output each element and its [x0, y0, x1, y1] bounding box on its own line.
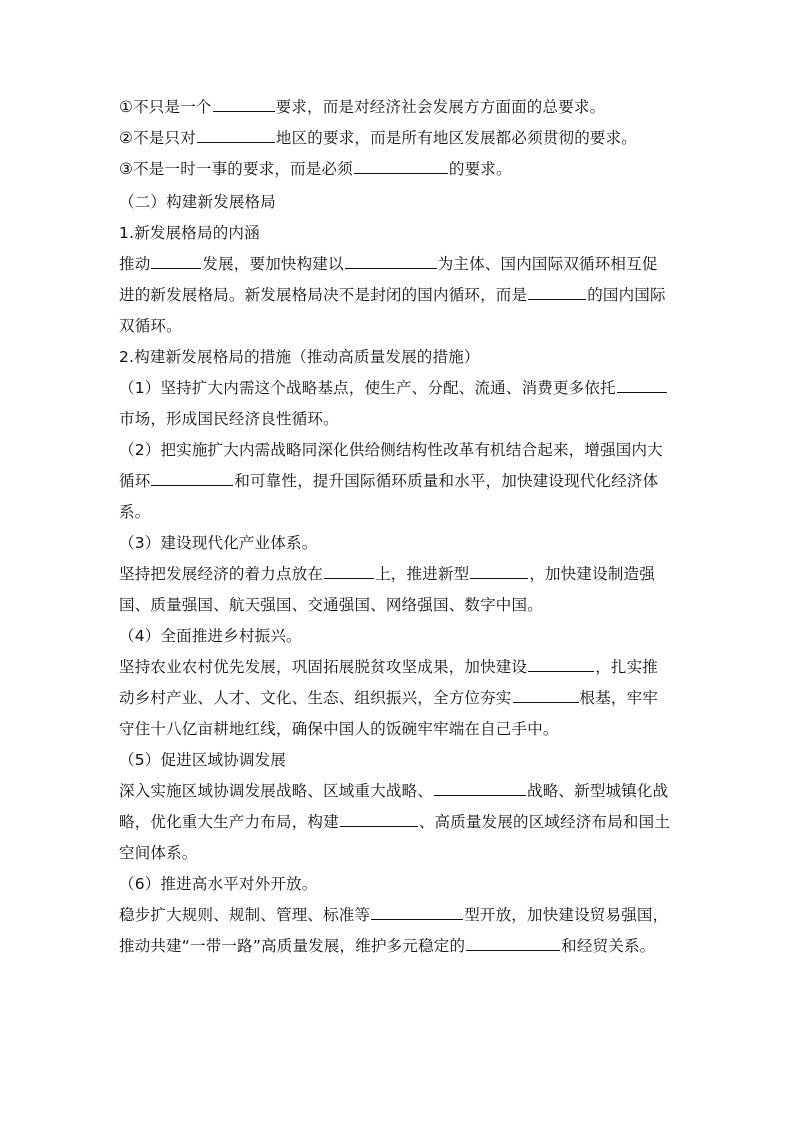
fill-blank[interactable] [528, 653, 594, 672]
text: （6）推进高水平对外开放。 [119, 875, 318, 893]
measure-4-line-2 [119, 683, 679, 714]
text: ①不只是一个 [119, 98, 212, 116]
fill-blank[interactable] [513, 684, 579, 703]
text: 上，推进新型 [375, 565, 470, 583]
text: 、高质量发展的区域经济布局和国土 [418, 813, 671, 831]
text: 和经贸关系。 [561, 937, 656, 955]
text: 型开放，加快建设贸易强国， [464, 906, 669, 924]
paragraph-1-line-2 [119, 280, 679, 311]
text: 的要求。 [448, 160, 512, 178]
text: 市场，形成国民经济良性循环。 [119, 410, 339, 428]
fill-blank[interactable] [466, 932, 560, 951]
text: 推动 [119, 255, 151, 273]
fill-blank[interactable] [197, 124, 275, 143]
document-page [119, 92, 679, 962]
text: 深入实施区域协调发展战略、区域重大战略、 [119, 782, 434, 800]
requirement-line-1 [119, 92, 679, 123]
fill-blank[interactable] [324, 560, 374, 579]
measure-6-line-1 [119, 900, 679, 931]
section-title: （二）构建新发展格局 [119, 193, 277, 211]
text: 的国内国际 [587, 286, 666, 304]
text: 进的新发展格局。新发展格局决不是封闭的国内循环，而是 [119, 286, 528, 304]
fill-blank[interactable] [151, 250, 201, 269]
text: 发展，要加快构建以 [202, 255, 344, 273]
text: ③不是一时一事的要求，而是必须 [119, 160, 353, 178]
text: 战略、新型城镇化战 [527, 782, 669, 800]
text: （2）把实施扩大内需战略同深化供给侧结构性改革有机结合起来，增强国内大 [119, 441, 663, 459]
fill-blank[interactable] [151, 467, 233, 486]
text: 空间体系。 [119, 844, 198, 862]
paragraph-1-line-3 [119, 311, 679, 342]
fill-blank[interactable] [528, 281, 586, 300]
text: 坚持把发展经济的着力点放在 [119, 565, 324, 583]
text: 循环 [119, 472, 151, 490]
measure-4-heading [119, 621, 679, 652]
text: （1）坚持扩大内需这个战略基点，使生产、分配、流通、消费更多依托 [119, 379, 616, 397]
text: 国、质量强国、航天强国、交通强国、网络强国、数字中国。 [119, 596, 543, 614]
measure-1-line-2 [119, 404, 679, 435]
measure-3-line-1 [119, 559, 679, 590]
requirement-line-2 [119, 123, 679, 154]
text: （4）全面推进乡村振兴。 [119, 627, 302, 645]
text: 坚持农业农村优先发展，巩固拓展脱贫攻坚成果，加快建设 [119, 658, 528, 676]
measure-5-line-3 [119, 838, 679, 869]
measure-1-line-1 [119, 373, 679, 404]
fill-blank[interactable] [345, 250, 437, 269]
measure-2-line-2 [119, 466, 679, 497]
requirement-line-3 [119, 154, 679, 185]
text: 略，优化重大生产力布局，构建 [119, 813, 339, 831]
text: 和可靠性，提升国际循环质量和水平，加快建设现代化经济体 [234, 472, 659, 490]
text: 推动共建“一带一路”高质量发展，维护多元稳定的 [119, 937, 466, 955]
subheading-text: 1.新发展格局的内涵 [119, 224, 260, 242]
measure-5-line-2 [119, 807, 679, 838]
measure-4-line-1 [119, 652, 679, 683]
text: 要求，而是对经济社会发展方方面面的总要求。 [275, 98, 606, 116]
measure-6-heading [119, 869, 679, 900]
text: 系。 [119, 503, 151, 521]
subheading-2 [119, 342, 679, 373]
fill-blank[interactable] [354, 155, 448, 174]
section-heading [119, 187, 679, 218]
fill-blank[interactable] [617, 374, 667, 393]
measure-5-line-1 [119, 776, 679, 807]
paragraph-1-line-1 [119, 249, 679, 280]
measure-3-line-2 [119, 590, 679, 621]
measure-5-heading [119, 745, 679, 776]
measure-2-line-1 [119, 435, 679, 466]
text: ，加快建设制造强 [529, 565, 655, 583]
text: ，扎实推 [595, 658, 659, 676]
measure-4-line-3 [119, 714, 679, 745]
text: 动乡村产业、人才、文化、生态、组织振兴，全方位夯实 [119, 689, 512, 707]
text: （3）建设现代化产业体系。 [119, 534, 318, 552]
subheading-text: 2.构建新发展格局的措施（推动高质量发展的措施） [119, 348, 480, 366]
text: ②不是只对 [119, 129, 196, 147]
fill-blank[interactable] [371, 901, 463, 920]
fill-blank[interactable] [213, 93, 275, 112]
fill-blank[interactable] [470, 560, 528, 579]
measure-2-line-3 [119, 497, 679, 528]
text: （5）促进区域协调发展 [119, 751, 287, 769]
text: 守住十八亿亩耕地红线，确保中国人的饭碗牢牢端在自己手中。 [119, 720, 559, 738]
text: 为主体、国内国际双循环相互促 [437, 255, 658, 273]
measure-6-line-2 [119, 931, 679, 962]
fill-blank[interactable] [434, 777, 526, 796]
text: 地区的要求，而是所有地区发展都必须贯彻的要求。 [275, 129, 638, 147]
text: 根基，牢牢 [579, 689, 659, 707]
text: 稳步扩大规则、规制、管理、标准等 [119, 906, 371, 924]
fill-blank[interactable] [340, 808, 418, 827]
subheading-1 [119, 218, 679, 249]
text: 双循环。 [119, 317, 182, 335]
measure-3-heading [119, 528, 679, 559]
